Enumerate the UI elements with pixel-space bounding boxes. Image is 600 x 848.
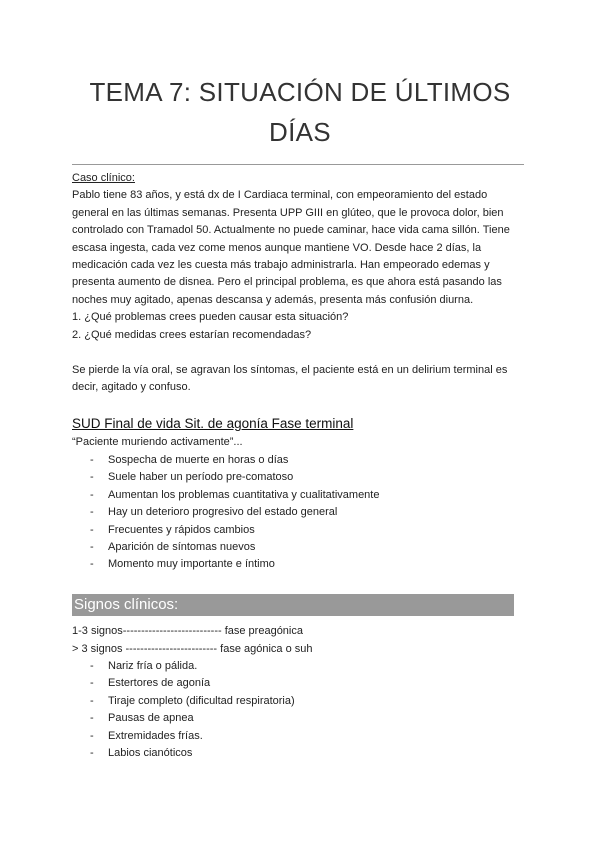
list-item: - Hay un deterioro progresivo del estado general [88,504,379,521]
sud-quote: “Paciente muriendo activamente”... [72,436,243,448]
case-line: controlado con Tramadol 50. Actualmente no puede caminar, hace vida cama sillón. Tiene [72,224,510,237]
answer-line: decir, agitado y confuso. [72,381,191,394]
list-item: - Momento muy importante e íntimo [88,556,379,573]
case-line: general en las últimas semanas. Presenta UPP GIII en glúteo, que le provoca dolor, bien [72,206,504,219]
case-line: escasa ingesta, cada vez come menos aunque mantiene VO. Desde hace 2 días, la [72,241,482,254]
list-item: - Pausas de apnea [88,710,295,727]
case-line: Pablo tiene 83 años, y está dx de I Cardiaca terminal, con empeoramiento del estado [72,189,488,202]
answer-section [72,362,528,397]
title-line-1: TEMA 7: SITUACIÓN DE ÚLTIMOS [89,77,511,107]
title-line-2: DÍAS [269,117,331,147]
question-2: 2. ¿Qué medidas crees estarían recomendadas? [72,328,312,341]
answer-line: Se pierde la vía oral, se agravan los síntomas, el paciente está en un delirium terminal es [72,364,508,376]
list-item: - Tiraje completo (dificultad respiratoria) [88,693,295,710]
list-item: - Nariz fría o pálida. [88,658,295,675]
case-label: Caso clínico: [72,172,135,184]
list-item: - Suele haber un período pre-comatoso [88,469,379,486]
signos-line-2: > 3 signos ------------------------- fase agónica o suh [72,643,313,655]
case-line: medicación cada vez les cuesta más trabajo administrarla. Han empeorado edemas y [72,259,490,272]
list-item: - Estertores de agonía [88,675,295,692]
signos-heading: Signos clínicos: [72,594,514,616]
title-divider [72,164,524,165]
signos-line-1: 1-3 signos--------------------------- fase preagónica [72,625,303,637]
signos-list [88,658,295,762]
list-item: - Extremidades frías. [88,728,295,745]
case-section [72,170,528,344]
list-item: - Aumentan los problemas cuantitativa y cualitativamente [88,487,379,504]
case-line: presenta aumento de disnea. Pero el principal problema, es que ahora está pasando las [72,276,502,289]
list-item: - Aparición de síntomas nuevos [88,539,379,556]
sud-heading: SUD Final de vida Sit. de agonía Fase terminal [72,416,354,431]
page-title [72,72,528,152]
case-line: noches muy agitado, apenas descansa y además, presenta más confusión diurna. [72,293,474,306]
sud-list [88,452,379,574]
list-item: - Frecuentes y rápidos cambios [88,522,379,539]
list-item: - Labios cianóticos [88,745,295,762]
list-item: - Sospecha de muerte en horas o días [88,452,379,469]
question-1: 1. ¿Qué problemas crees pueden causar esta situación? [72,311,349,324]
